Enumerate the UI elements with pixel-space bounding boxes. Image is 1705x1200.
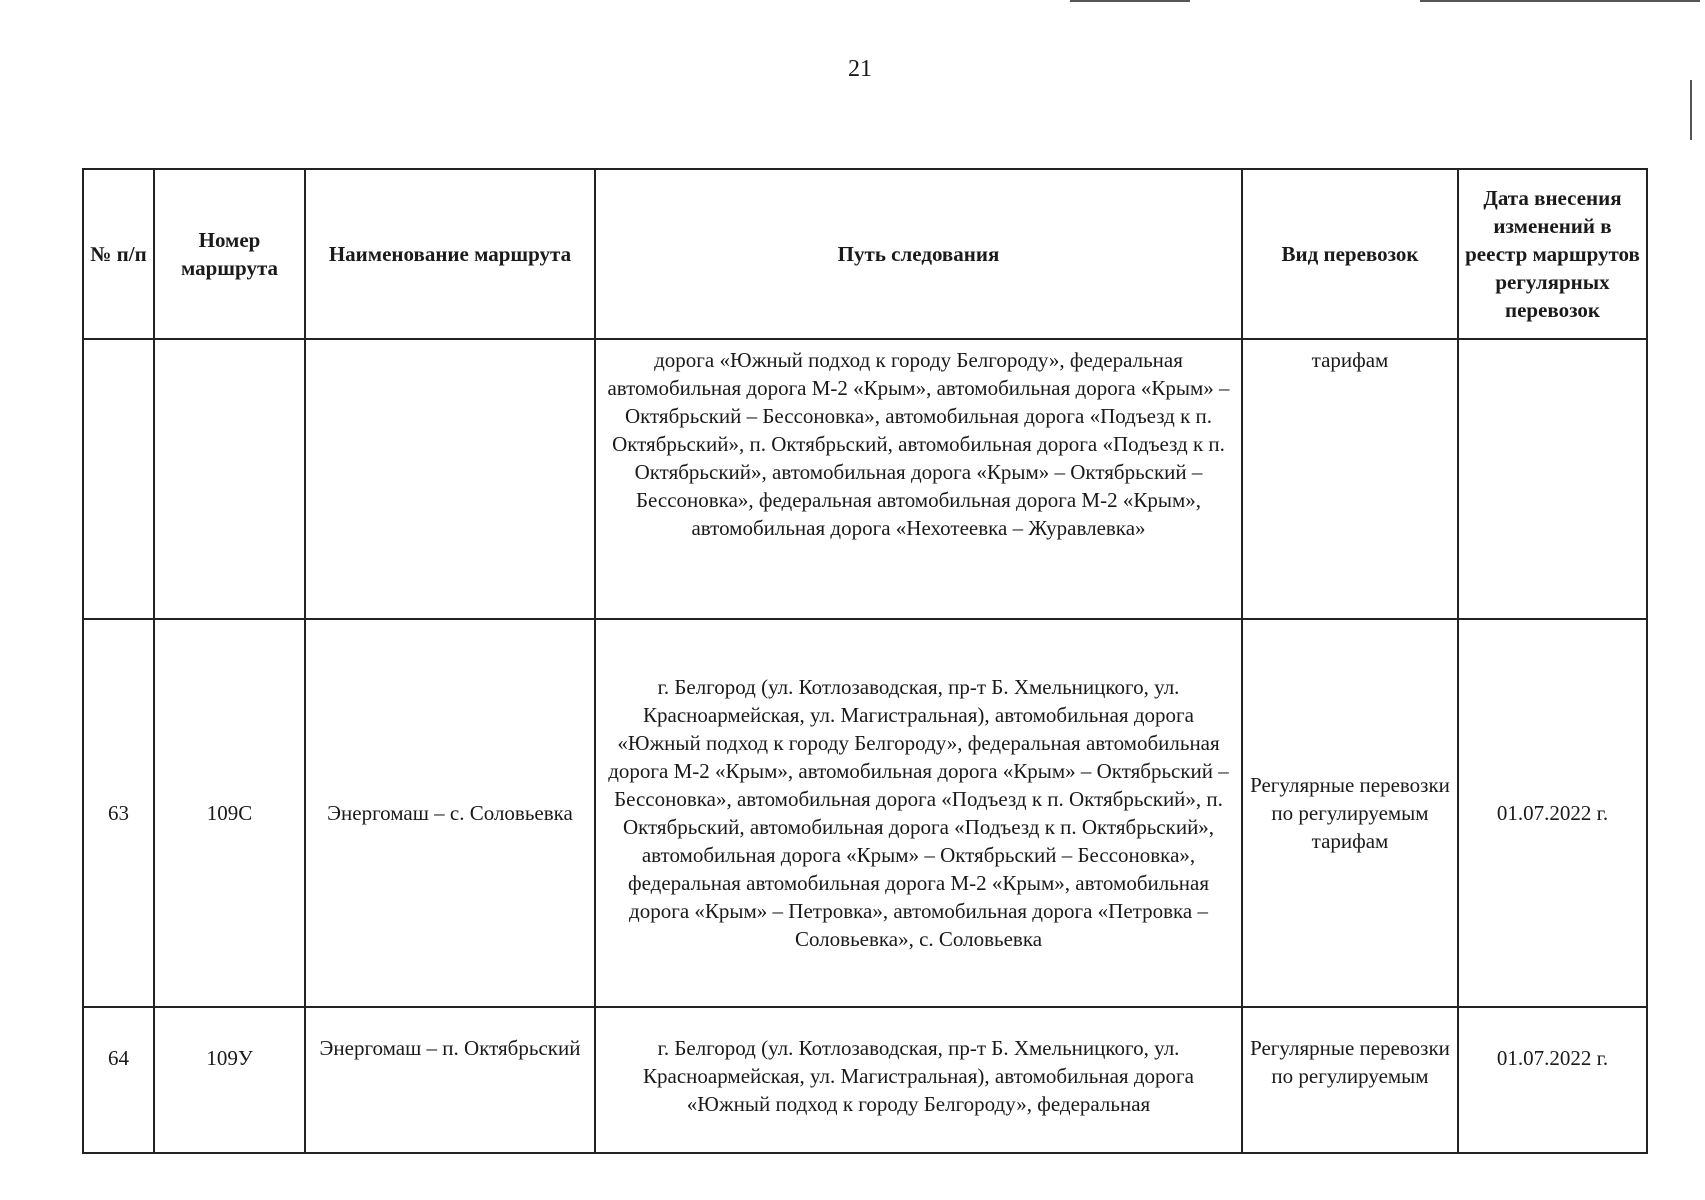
scan-artifact-line: [1420, 0, 1700, 2]
cell-route-number: [154, 339, 305, 619]
cell-num: [83, 339, 154, 619]
cell-num: 63: [83, 619, 154, 1007]
header-date: Дата внесения изменений в реестр маршрутов регулярных перевозок: [1458, 169, 1647, 339]
cell-path: г. Белгород (ул. Котлозаводская, пр-т Б. Хмельницкого, ул. Красноармейская, ул. Магистральная), автомобильная дорога «Южный подход к городу Белгороду», федеральная автомобильная дорога М-2 «Крым», автомобильная дорога «Крым» – Октябрьский – Бессоновка», автомобильная дорога «Подъезд к п. Октябрьский», п. Октябрьский, автомобильная дорога «Подъезд к п. Октябрьский», автомобильная дорога «Крым» – Октябрьский – Бессоновка», федеральная автомобильная дорога М-2 «Крым», автомобильная дорога «Крым» – Петровка», автомобильная дорога «Петровка – Соловьевка», с. Соловьевка: [595, 619, 1242, 1007]
cell-date: 01.07.2022 г.: [1458, 1007, 1647, 1153]
header-transport-type: Вид перевозок: [1242, 169, 1458, 339]
cell-route-number: 109С: [154, 619, 305, 1007]
page-number: 21: [848, 56, 872, 82]
scan-artifact-line: [1690, 80, 1692, 140]
routes-table: [82, 168, 1648, 1154]
cell-transport-type: тарифам: [1242, 339, 1458, 619]
cell-route-number: 109У: [154, 1007, 305, 1153]
cell-transport-type: Регулярные перевозки по регулируемым тарифам: [1242, 619, 1458, 1007]
cell-date: [1458, 339, 1647, 619]
cell-num: 64: [83, 1007, 154, 1153]
header-route-name: Наименование маршрута: [305, 169, 595, 339]
table-header-row: [83, 169, 1647, 339]
cell-transport-type: Регулярные перевозки по регулируемым: [1242, 1007, 1458, 1153]
cell-path: дорога «Южный подход к городу Белгороду», федеральная автомобильная дорога М-2 «Крым», автомобильная дорога «Крым» – Октябрьский – Бессоновка», автомобильная дорога «Подъезд к п. Октябрьский», п. Октябрьский, автомобильная дорога «Подъезд к п. Октябрьский», автомобильная дорога «Крым» – Октябрьский – Бессоновка», федеральная автомобильная дорога М-2 «Крым», автомобильная дорога «Нехотеевка – Журавлевка»: [595, 339, 1242, 619]
header-num: № п/п: [83, 169, 154, 339]
cell-date: 01.07.2022 г.: [1458, 619, 1647, 1007]
table-row: [83, 619, 1647, 1007]
scan-artifact-line: [1070, 0, 1190, 2]
table-row: [83, 1007, 1647, 1153]
header-path: Путь следования: [595, 169, 1242, 339]
cell-route-name: Энергомаш – с. Соловьевка: [305, 619, 595, 1007]
table-row: [83, 339, 1647, 619]
cell-route-name: [305, 339, 595, 619]
header-route-number: Номер маршрута: [154, 169, 305, 339]
cell-route-name: Энергомаш – п. Октябрьский: [305, 1007, 595, 1153]
cell-path: г. Белгород (ул. Котлозаводская, пр-т Б. Хмельницкого, ул. Красноармейская, ул. Магистральная), автомобильная дорога «Южный подход к городу Белгороду», федеральная: [595, 1007, 1242, 1153]
